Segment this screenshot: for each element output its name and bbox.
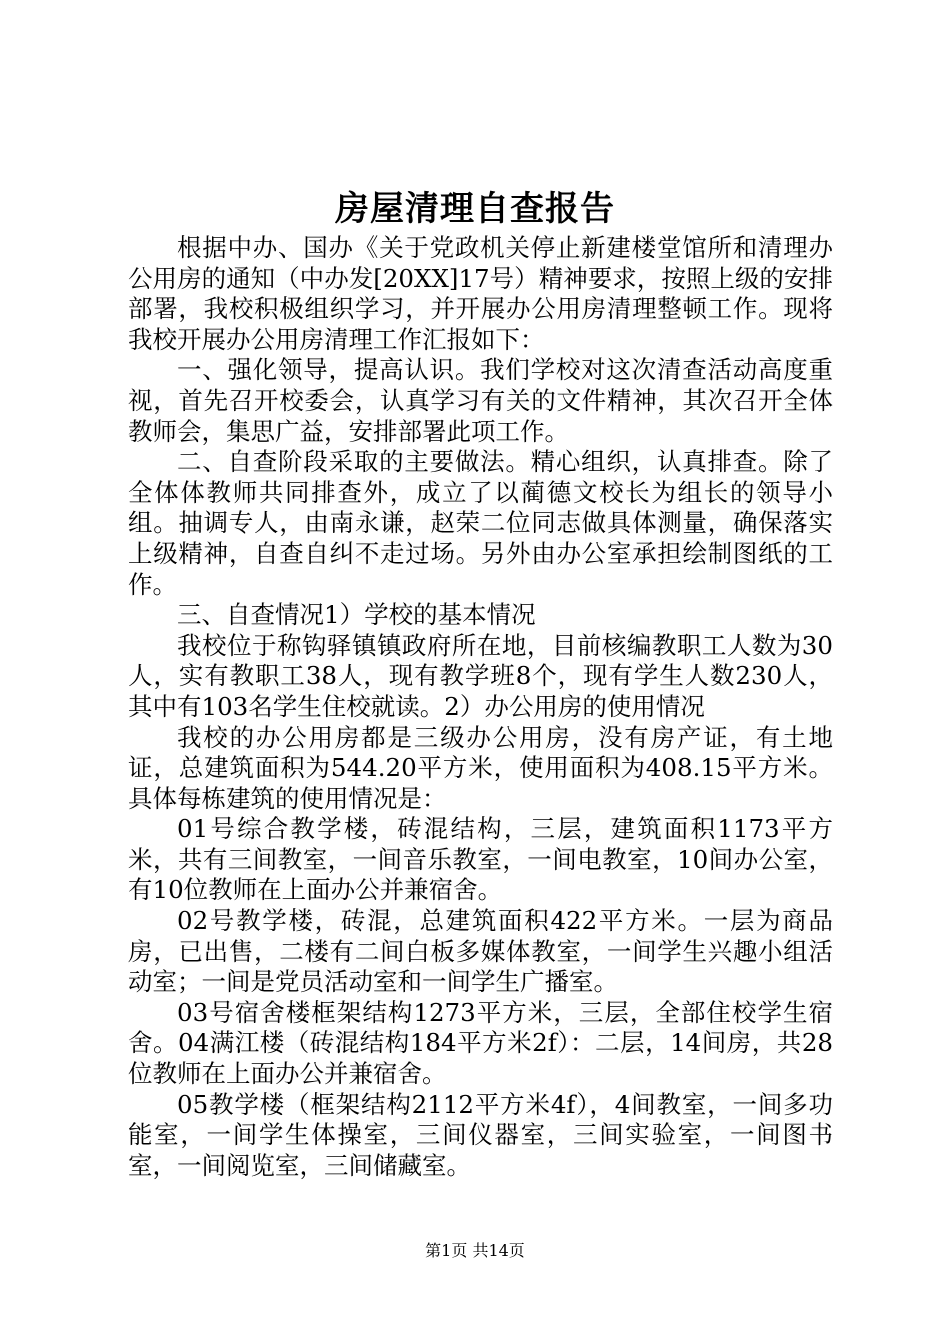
paragraph-intro: 根据中办、国办《关于党政机关停止新建楼堂馆所和清理办公用房的通知（中办发[20XX]17号）精神要求，按照上级的安排部署，我校积极组织学习，并开展办公用房清理整顿工作。现将我校开展办公用房清理工作汇报如下： [128,233,833,354]
paragraph-building-02: 02号教学楼，砖混，总建筑面积422平方米。一层为商品房，已出售，二楼有二间白板多媒体教室，一间学生兴趣小组活动室；一间是党员活动室和一间学生广播室。 [128,906,833,997]
paragraph-section-3-heading: 三、自查情况1）学校的基本情况 [177,600,536,630]
paragraph-basic-info: 我校位于称钩驿镇镇政府所在地，目前核编教职工人数为30人，实有教职工38人，现有教学班8个，现有学生人数230人，其中有103名学生住校就读。2）办公用房的使用情况 [128,630,833,721]
paragraph-building-03-04: 03号宿舍楼框架结构1273平方米，三层，全部住校学生宿舍。04满江楼（砖混结构184平方米2f）：二层，14间房，共28位教师在上面办公并兼宿舍。 [128,997,833,1089]
paragraph-office-usage: 我校的办公用房都是三级办公用房，没有房产证，有土地证，总建筑面积为544.20平方米，使用面积为408.15平方米。具体每栋建筑的使用情况是： [128,722,833,813]
paragraph-building-05: 05教学楼（框架结构2112平方米4f），4间教室，一间多功能室，一间学生体操室，三间仪器室，三间实验室，一间图书室，一间阅览室，三间储藏室。 [128,1089,833,1180]
document-body [128,233,833,1181]
paragraph-section-1: 一、强化领导，提高认识。我们学校对这次清查活动高度重视，首先召开校委会，认真学习有关的文件精神，其次召开全体教师会，集思广益，安排部署此项工作。 [128,355,833,446]
document-title: 房屋清理自查报告 [335,189,615,229]
paragraph-section-2: 二、自查阶段采取的主要做法。精心组织，认真排查。除了全体体教师共同排查外，成立了以蔺德文校长为组长的领导小组。抽调专人，由南永谦，赵荣二位同志做具体测量，确保落实上级精神，自查自纠不走过场。另外由办公室承担绘制图纸的工作。 [128,447,833,599]
paragraph-building-01: 01号综合教学楼，砖混结构，三层，建筑面积1173平方米，共有三间教室，一间音乐教室，一间电教室，10间办公室，有10位教师在上面办公并兼宿舍。 [128,814,833,905]
page-number-footer: 第1页 共14页 [425,1241,525,1260]
